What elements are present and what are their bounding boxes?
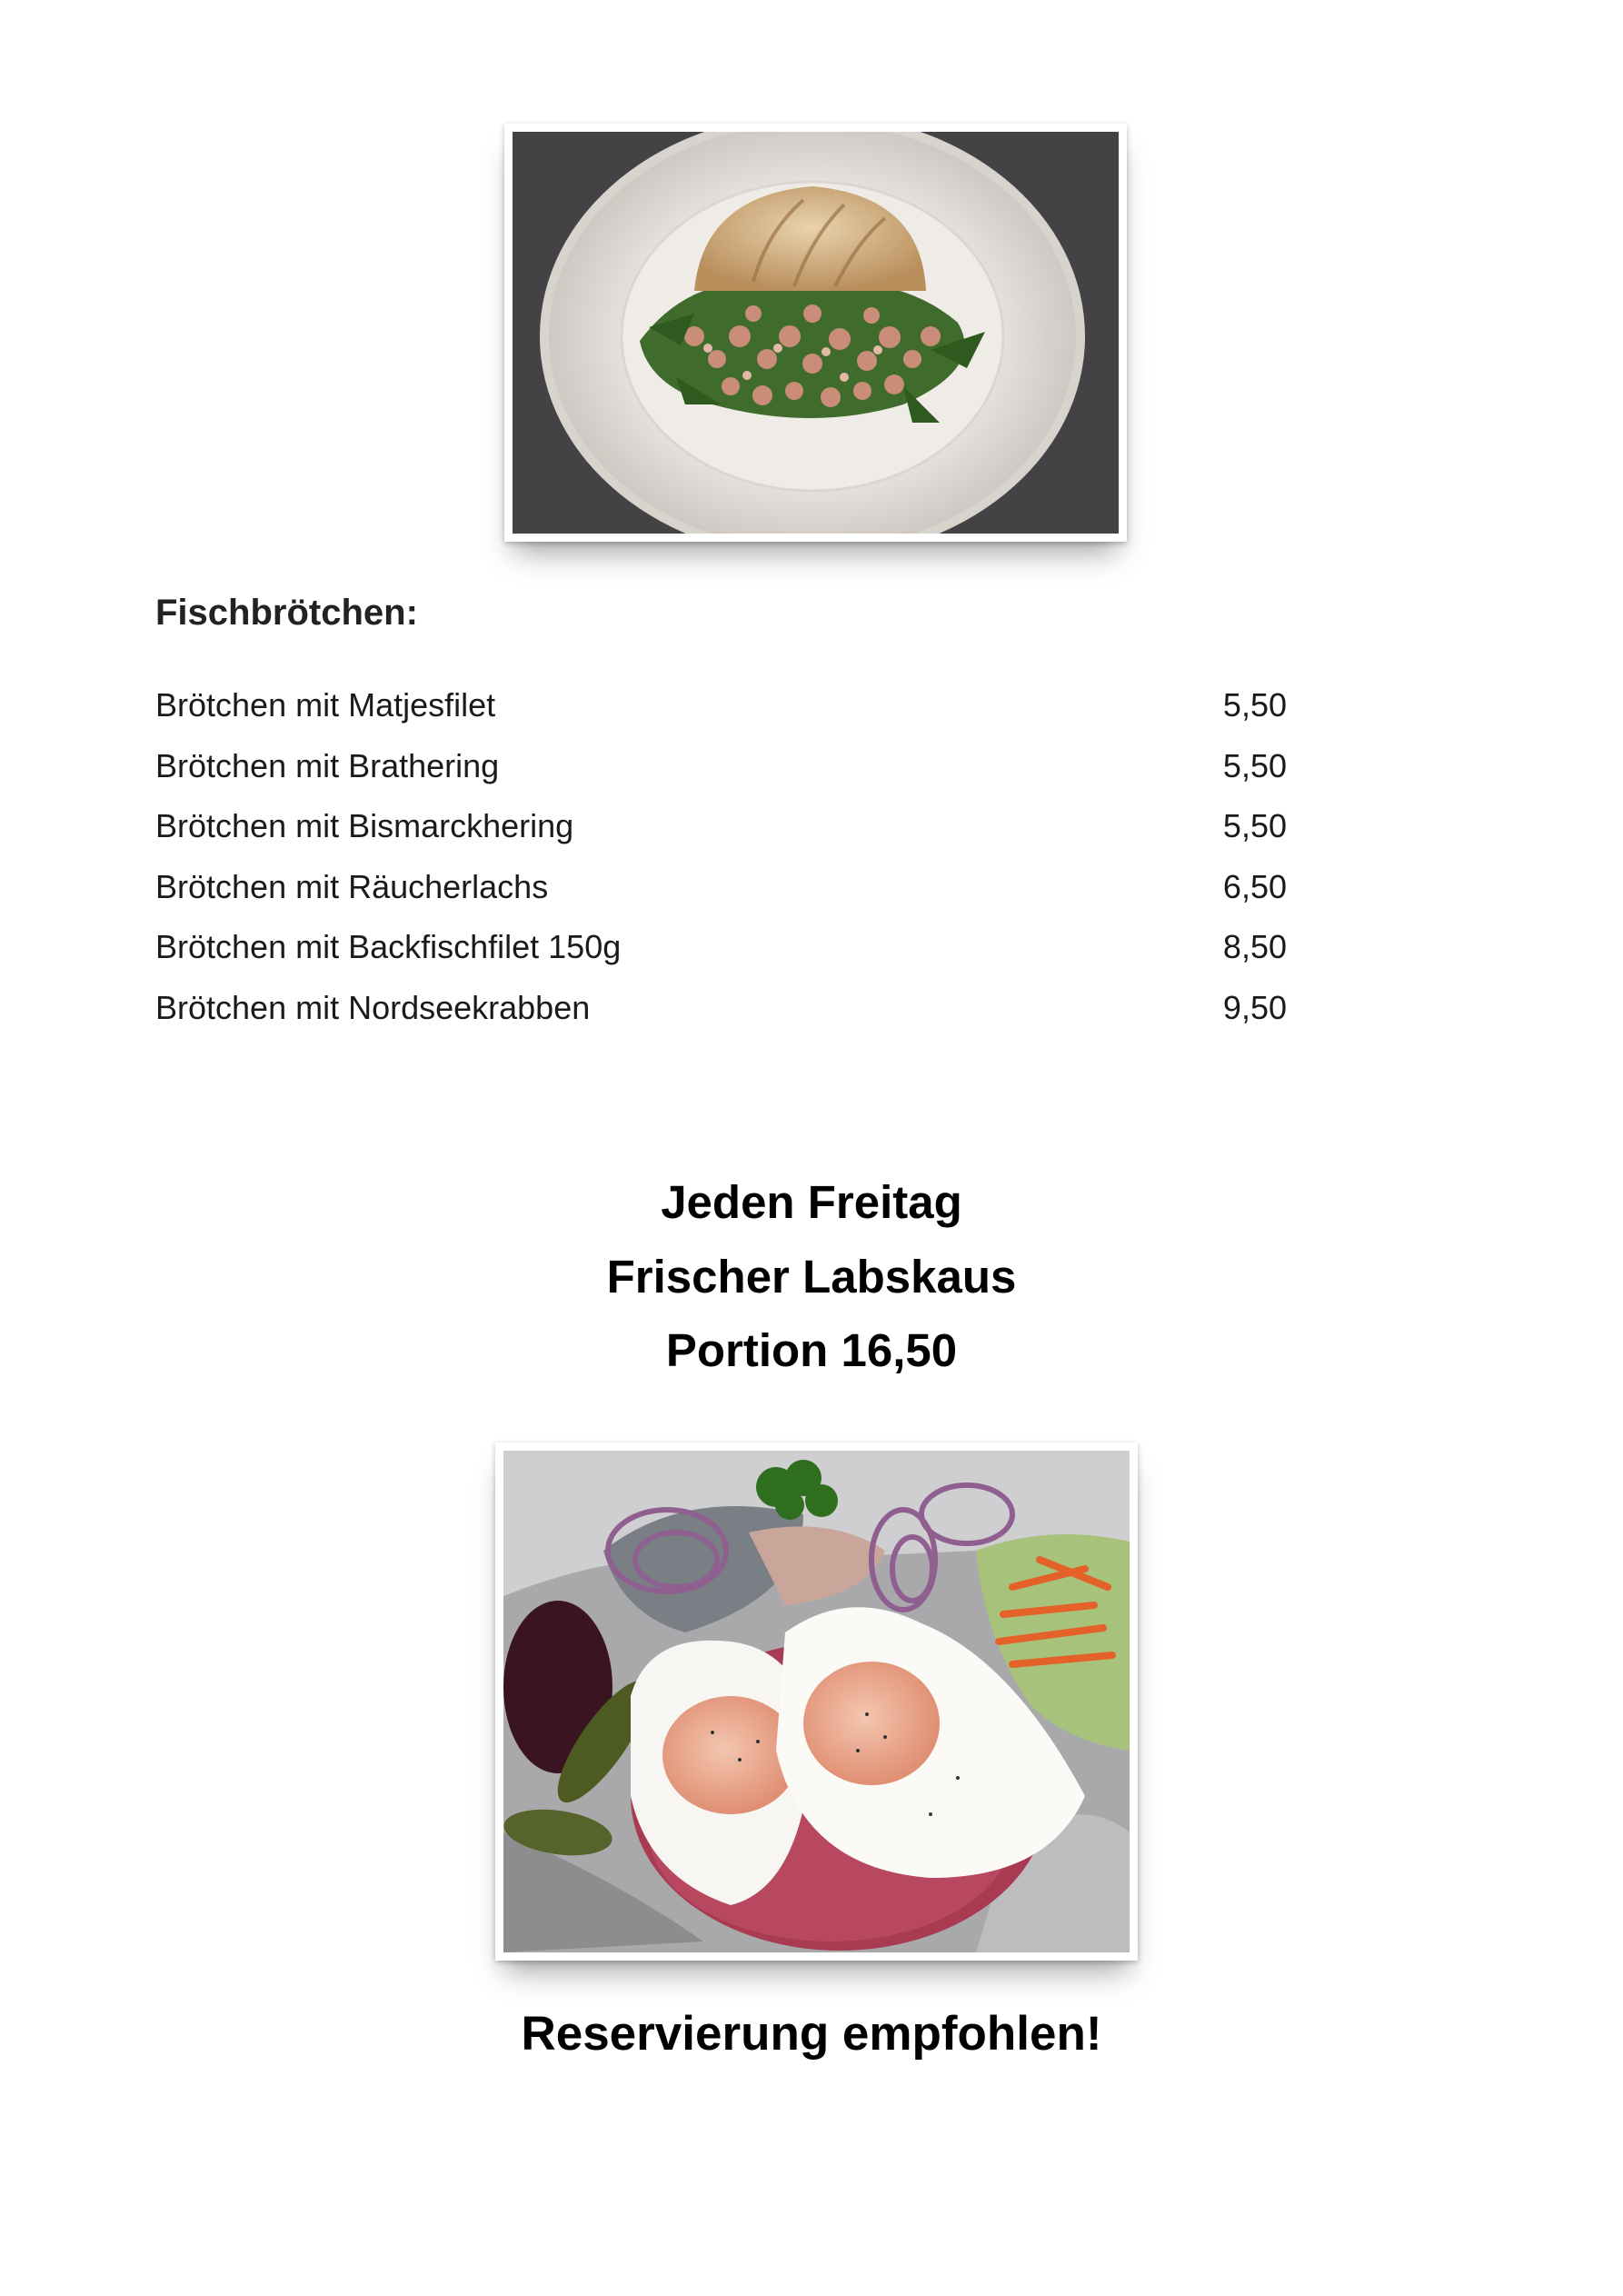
menu-item-name: Brötchen mit Matjesfilet (155, 686, 496, 724)
menu-item-price: 9,50 (1222, 988, 1287, 1026)
menu-item-price: 5,50 (1222, 746, 1287, 784)
menu-item-name: Brötchen mit Backfischfilet 150g (155, 928, 622, 965)
promo-line-price: Portion 16,50 (665, 1324, 958, 1376)
shrimp-sandwich-image (513, 132, 1119, 534)
menu-item-name: Brötchen mit Bismarckhering (155, 807, 574, 844)
menu-item (155, 928, 1287, 989)
menu-item (155, 747, 1287, 808)
promo-line-day: Jeden Freitag (661, 1176, 962, 1228)
reservation-note: Reservierung empfohlen! (521, 2007, 1102, 2061)
menu-item-price: 8,50 (1222, 928, 1287, 965)
menu-item-name: Brötchen mit Brathering (155, 746, 500, 784)
section-heading: Fischbrötchen: (155, 593, 418, 633)
menu-item (155, 989, 1287, 1050)
menu-item (155, 807, 1287, 868)
promo-line-dish: Frischer Labskaus (606, 1251, 1017, 1303)
menu-item-name: Brötchen mit Räucherlachs (155, 867, 549, 905)
menu-item-price: 5,50 (1222, 686, 1287, 724)
shrimp-sandwich-photo (504, 124, 1127, 542)
menu-item (155, 868, 1287, 929)
menu-item (155, 686, 1287, 747)
menu-item-name: Brötchen mit Nordseekrabben (155, 988, 591, 1026)
menu-item-price: 6,50 (1222, 867, 1287, 905)
labskaus-dish-image (503, 1451, 1130, 1952)
menu-list (155, 686, 1287, 1049)
menu-item-price: 5,50 (1222, 807, 1287, 844)
labskaus-dish-photo (495, 1442, 1138, 1961)
